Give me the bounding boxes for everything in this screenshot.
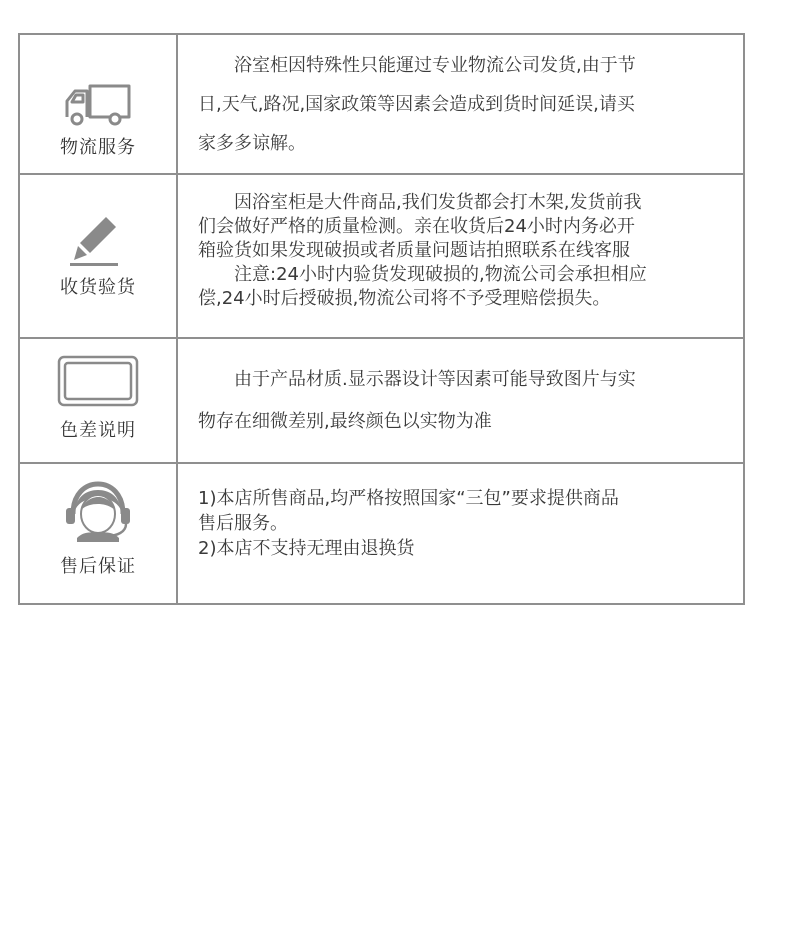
logistics-label: 物流服务	[60, 137, 136, 158]
text-line: 2)本店不支持无理由退换货	[198, 538, 415, 559]
logistics-text	[178, 35, 743, 173]
color-difference-label-cell	[20, 339, 178, 462]
logistics-label-cell	[20, 35, 178, 173]
text-line: 因浴室柜是大件商品,我们发货都会打木架,发货前我	[234, 192, 642, 213]
service-info-table	[18, 33, 745, 605]
pencil-icon	[20, 215, 176, 273]
truck-icon	[20, 83, 176, 131]
headset-icon	[20, 480, 176, 548]
text-line: 箱验货如果发现破损或者质量问题诘拍照联系在线客服	[198, 240, 630, 261]
color-difference-text	[178, 339, 743, 462]
text-line: 家多多谅解。	[198, 133, 306, 154]
text-line: 偿,24小时后授破损,物流公司将不予受理赔偿损失。	[198, 288, 611, 309]
after-sales-label-cell	[20, 464, 178, 603]
color-difference-label: 色差说明	[60, 420, 136, 441]
monitor-icon	[20, 355, 176, 411]
text-line: 由于产品材质.显示器设计等因素可能导致图片与实	[234, 369, 636, 390]
text-line: 物存在细微差别,最终颜色以实物为准	[198, 411, 492, 432]
inspection-text	[178, 175, 743, 337]
inspection-label: 收货验货	[60, 277, 136, 298]
text-line: 售后服务。	[198, 513, 288, 534]
text-line: 浴室柜因特殊性只能運过专业物流公司发货,由于节	[234, 55, 636, 76]
after-sales-row	[20, 464, 743, 603]
inspection-row	[20, 175, 743, 339]
logistics-row	[20, 35, 743, 175]
text-line: 日,天气,路况,国家政策等因素会造成到货时间延误,请买	[198, 94, 635, 115]
text-line: 们会做好严格的质量检测。亲在收货后24小时内务必开	[198, 216, 635, 237]
text-line: 注意:24小时内验货发现破损的,物流公司会承担相应	[234, 264, 647, 285]
color-difference-row	[20, 339, 743, 464]
after-sales-label: 售后保证	[60, 556, 136, 577]
inspection-label-cell	[20, 175, 178, 337]
text-line: 1)本店所售商品,均严格按照国家“三包”要求提供商品	[198, 488, 619, 509]
after-sales-text	[178, 464, 743, 603]
